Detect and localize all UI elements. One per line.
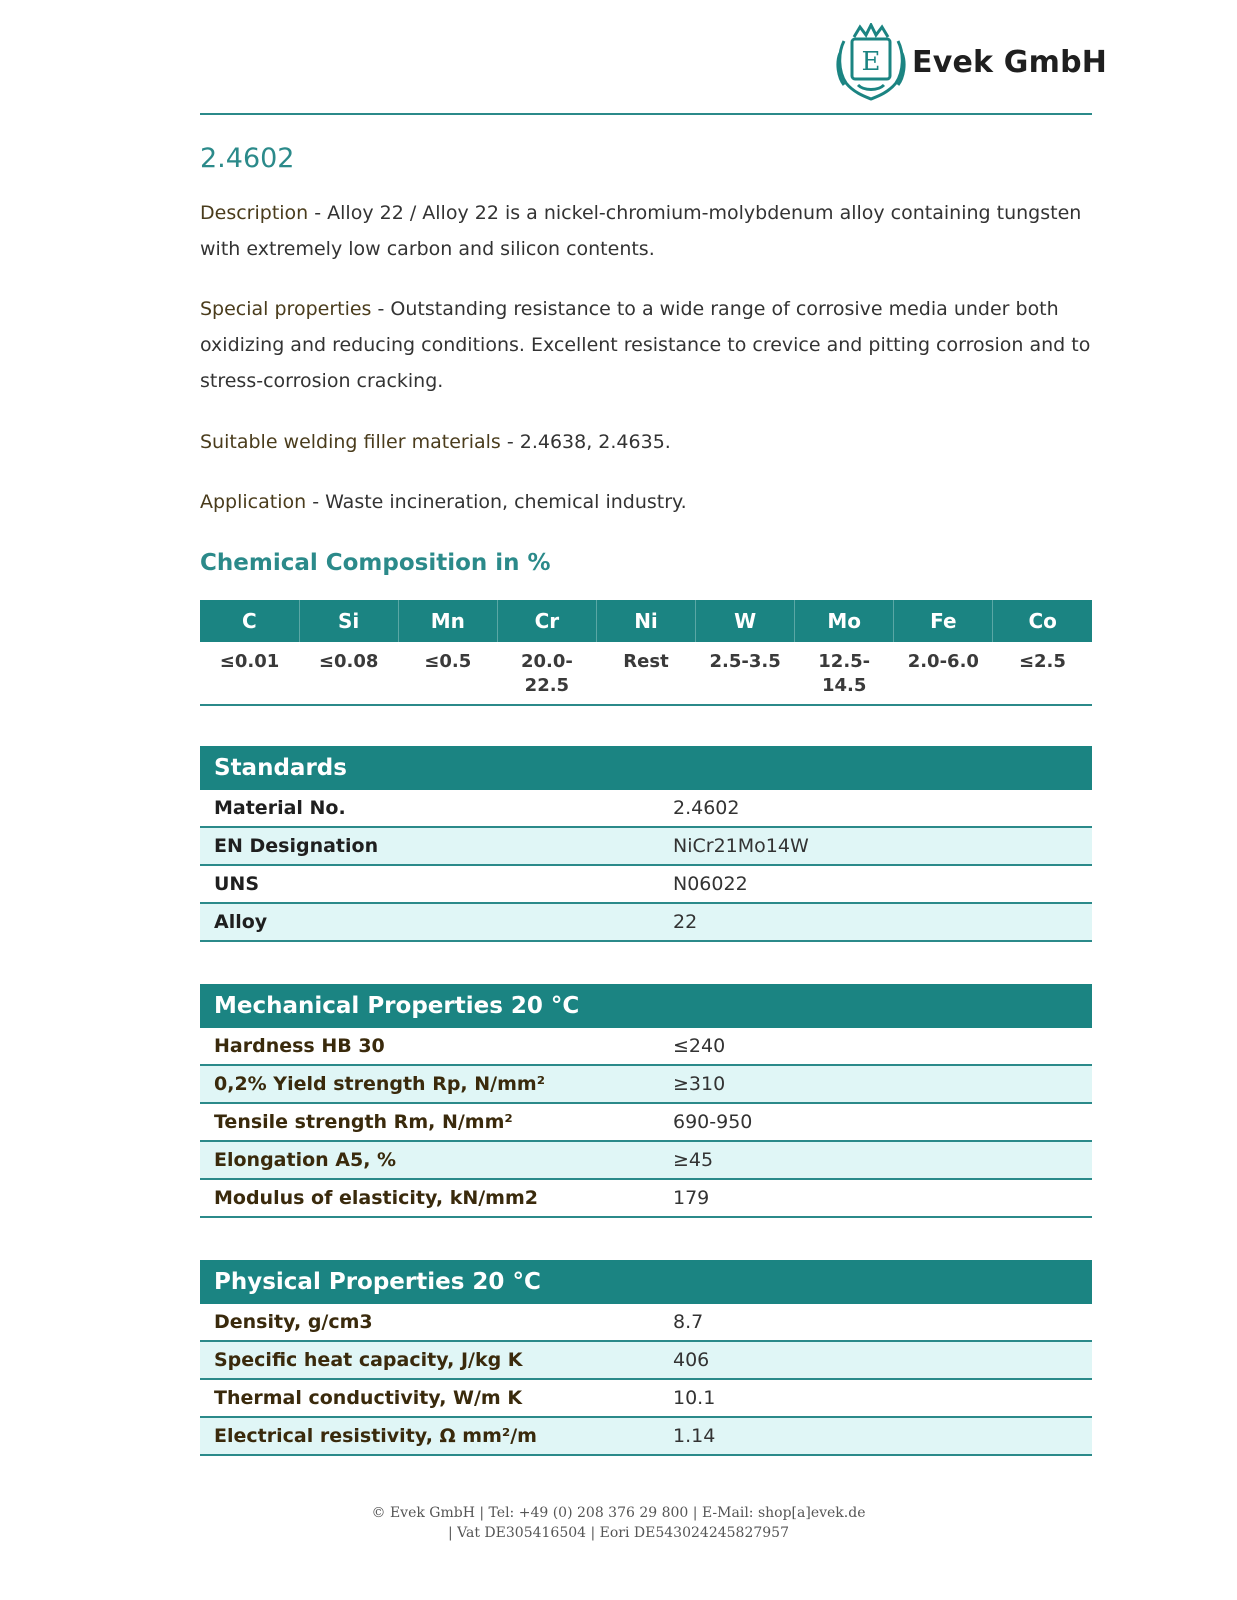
composition-value: ≤0.5 [424, 651, 472, 672]
composition-value: ≤2.5 [1018, 651, 1066, 672]
property-name: Density, g/cm3 [200, 1304, 660, 1341]
property-name: Electrical resistivity, Ω mm²/m [200, 1417, 660, 1455]
composition-col-header: Co [993, 600, 1092, 642]
footer-contact: © Evek GmbH | Tel: +49 (0) 208 376 29 800 | E-Mail: shop[a]evek.de [371, 1505, 866, 1521]
composition-values-row [200, 642, 1092, 705]
property-value: 690-950 [660, 1103, 1092, 1141]
composition-value: 2.5-3.5 [709, 651, 781, 672]
property-value: 1.14 [660, 1417, 1092, 1455]
table-row [200, 865, 1092, 903]
mechanical-table [200, 984, 1092, 1218]
page-title: 2.4602 [200, 143, 295, 174]
table-row [200, 827, 1092, 865]
composition-header-row [200, 600, 1092, 642]
composition-value: ≤0.01 [219, 651, 280, 672]
table-row [200, 1065, 1092, 1103]
welding-label: Suitable welding filler materials [200, 431, 501, 453]
property-name: Thermal conductivity, W/m K [200, 1379, 660, 1417]
property-value: ≥310 [660, 1065, 1092, 1103]
composition-col-header: Si [299, 600, 398, 642]
property-name: UNS [200, 865, 660, 903]
table-row [200, 1379, 1092, 1417]
table-row [200, 1141, 1092, 1179]
welding-paragraph [200, 424, 1092, 460]
mechanical-heading: Mechanical Properties 20 °C [200, 984, 1092, 1028]
property-name: Specific heat capacity, J/kg K [200, 1341, 660, 1379]
table-row [200, 790, 1092, 827]
page-footer [0, 1503, 1237, 1543]
composition-value: 20.0-22.5 [520, 651, 573, 696]
property-name: Alloy [200, 903, 660, 941]
composition-col-header: Fe [894, 600, 993, 642]
header-divider [200, 113, 1092, 115]
composition-value: 2.0-6.0 [907, 651, 979, 672]
property-value: N06022 [660, 865, 1092, 903]
table-row [200, 1028, 1092, 1065]
composition-table [200, 600, 1092, 706]
special-properties-paragraph [200, 291, 1092, 399]
property-name: EN Designation [200, 827, 660, 865]
physical-table [200, 1260, 1092, 1456]
property-value: NiCr21Mo14W [660, 827, 1092, 865]
table-row [200, 903, 1092, 941]
property-name: Tensile strength Rm, N/mm² [200, 1103, 660, 1141]
brand-logo [836, 22, 1107, 102]
table-row [200, 1304, 1092, 1341]
table-row [200, 1417, 1092, 1455]
composition-value: ≤0.08 [318, 651, 379, 672]
composition-col-header: Mo [795, 600, 894, 642]
application-label: Application [200, 491, 307, 513]
property-value: 406 [660, 1341, 1092, 1379]
crest-e-icon [836, 23, 906, 101]
physical-heading: Physical Properties 20 °C [200, 1260, 1092, 1304]
description-text: - Alloy 22 / Alloy 22 is a nickel-chromium-molybdenum alloy containing tungsten with extremely low carbon and silicon contents. [200, 202, 1082, 260]
composition-col-header: Cr [497, 600, 596, 642]
special-properties-text: - Outstanding resistance to a wide range of corrosive media under both oxidizing and reducing conditions. Excellent resistance to crevice and pitting corrosion and to stress-corrosion cracking. [200, 298, 1091, 392]
composition-col-header: W [696, 600, 795, 642]
property-name: Modulus of elasticity, kN/mm2 [200, 1179, 660, 1217]
property-value: 8.7 [660, 1304, 1092, 1341]
property-value: 179 [660, 1179, 1092, 1217]
standards-heading: Standards [200, 746, 1092, 790]
property-name: Elongation A5, % [200, 1141, 660, 1179]
table-row [200, 1341, 1092, 1379]
composition-value: 12.5-14.5 [818, 651, 871, 696]
property-value: ≤240 [660, 1028, 1092, 1065]
composition-heading: Chemical Composition in % [200, 550, 551, 576]
brand-name: Evek GmbH [912, 44, 1108, 80]
application-paragraph [200, 484, 1092, 520]
welding-text: - 2.4638, 2.4635. [500, 431, 671, 453]
property-name: 0,2% Yield strength Rp, N/mm² [200, 1065, 660, 1103]
property-name: Hardness HB 30 [200, 1028, 660, 1065]
composition-value: Rest [623, 651, 669, 672]
description-label: Description [200, 202, 309, 224]
property-value: ≥45 [660, 1141, 1092, 1179]
composition-col-header: Mn [398, 600, 497, 642]
footer-tax-ids: | Vat DE305416504 | Eori DE543024245827957 [448, 1525, 789, 1541]
description-paragraph [200, 195, 1092, 267]
property-value: 22 [660, 903, 1092, 941]
standards-table [200, 746, 1092, 942]
special-properties-label: Special properties [200, 298, 372, 320]
composition-col-header: C [200, 600, 299, 642]
composition-col-header: Ni [596, 600, 695, 642]
property-name: Material No. [200, 790, 660, 827]
table-row [200, 1179, 1092, 1217]
application-text: - Waste incineration, chemical industry. [306, 491, 687, 513]
svg-text:E: E [861, 47, 881, 77]
property-value: 2.4602 [660, 790, 1092, 827]
property-value: 10.1 [660, 1379, 1092, 1417]
table-row [200, 1103, 1092, 1141]
